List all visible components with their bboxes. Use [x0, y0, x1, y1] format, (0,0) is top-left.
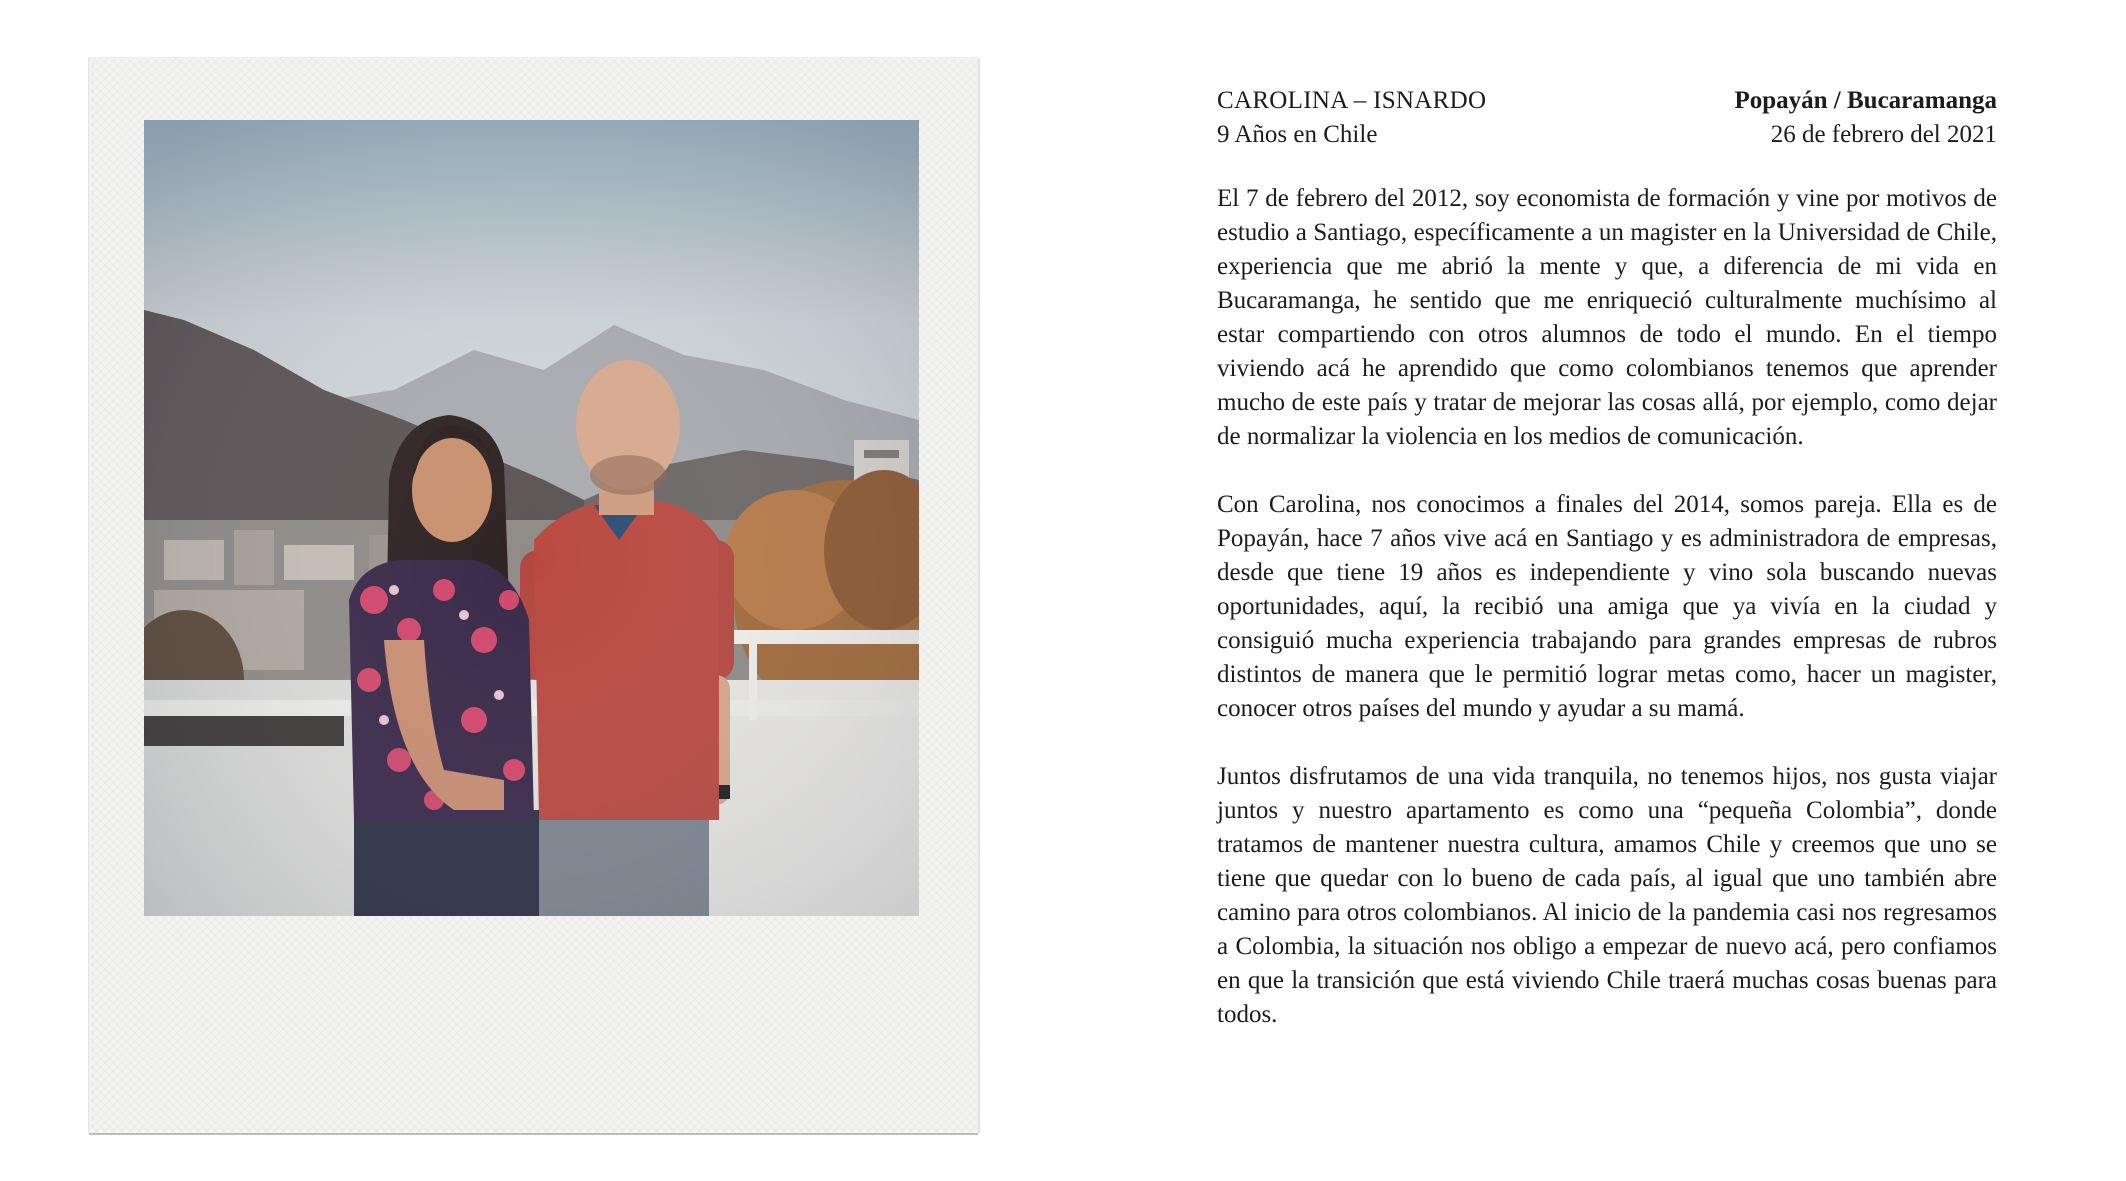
years-in-chile: 9 Años en Chile — [1217, 121, 1378, 148]
polaroid-frame — [89, 58, 978, 1133]
couple-portrait-photo-icon — [144, 120, 919, 916]
story-date: 26 de febrero del 2021 — [1770, 121, 1997, 148]
story-header — [1217, 84, 1997, 152]
story-body — [1217, 182, 1997, 1032]
story-text-column — [1217, 84, 1997, 1066]
paragraph-3: Juntos disfrutamos de una vida tranquila, no tenemos hijos, nos gusta viajar juntos y nuestro apartamento es como una “pequeña Colombia”, donde tratamos de mantener nuestra cultura, amamos Chile y creemos que uno se tiene que quedar con lo bueno de cada país, al igual que uno también abre camino para otros colombianos. Al inicio de la pandemia casi nos regresamos a Colombia, la situación nos obligo a empezar de nuevo acá, pero confiamos en que la transición que está viviendo Chile traerá muchas cosas buenas para todos. — [1217, 763, 1997, 1028]
header-left — [1217, 84, 1486, 152]
origin-cities: Popayán / Bucaramanga — [1734, 87, 1997, 114]
couple-photo — [144, 120, 919, 916]
paragraph-2: Con Carolina, nos conocimos a finales del 2014, somos pareja. Ella es de Popayán, hace 7 años vive acá en Santiago y es administradora de empresas, desde que tiene 19 años es independiente y vino sola buscando nuevas oportunidades, aquí, la recibió una amiga que ya vivía en la ciudad y consiguió mucha experiencia trabajando para grandes empresas de rubros distintos de manera que le permitió lograr metas como, hacer un magister, conocer otros países del mundo y ayudar a su mamá. — [1217, 491, 1997, 722]
header-right — [1734, 84, 1997, 152]
paragraph-1: El 7 de febrero del 2012, soy economista de formación y vine por motivos de estudio a Santiago, específicamente a un magister en la Universidad de Chile, experiencia que me abrió la mente y que, a diferencia de mi vida en Bucaramanga, he sentido que me enriqueció culturalmente muchísimo al estar compartiendo con otros alumnos de todo el mundo. En el tiempo viviendo acá he aprendido que como colombianos tenemos que aprender mucho de este país y tratar de mejorar las cosas allá, por ejemplo, como dejar de normalizar la violencia en los medios de comunicación. — [1217, 185, 1997, 450]
couple-names: CAROLINA – ISNARDO — [1217, 87, 1487, 114]
